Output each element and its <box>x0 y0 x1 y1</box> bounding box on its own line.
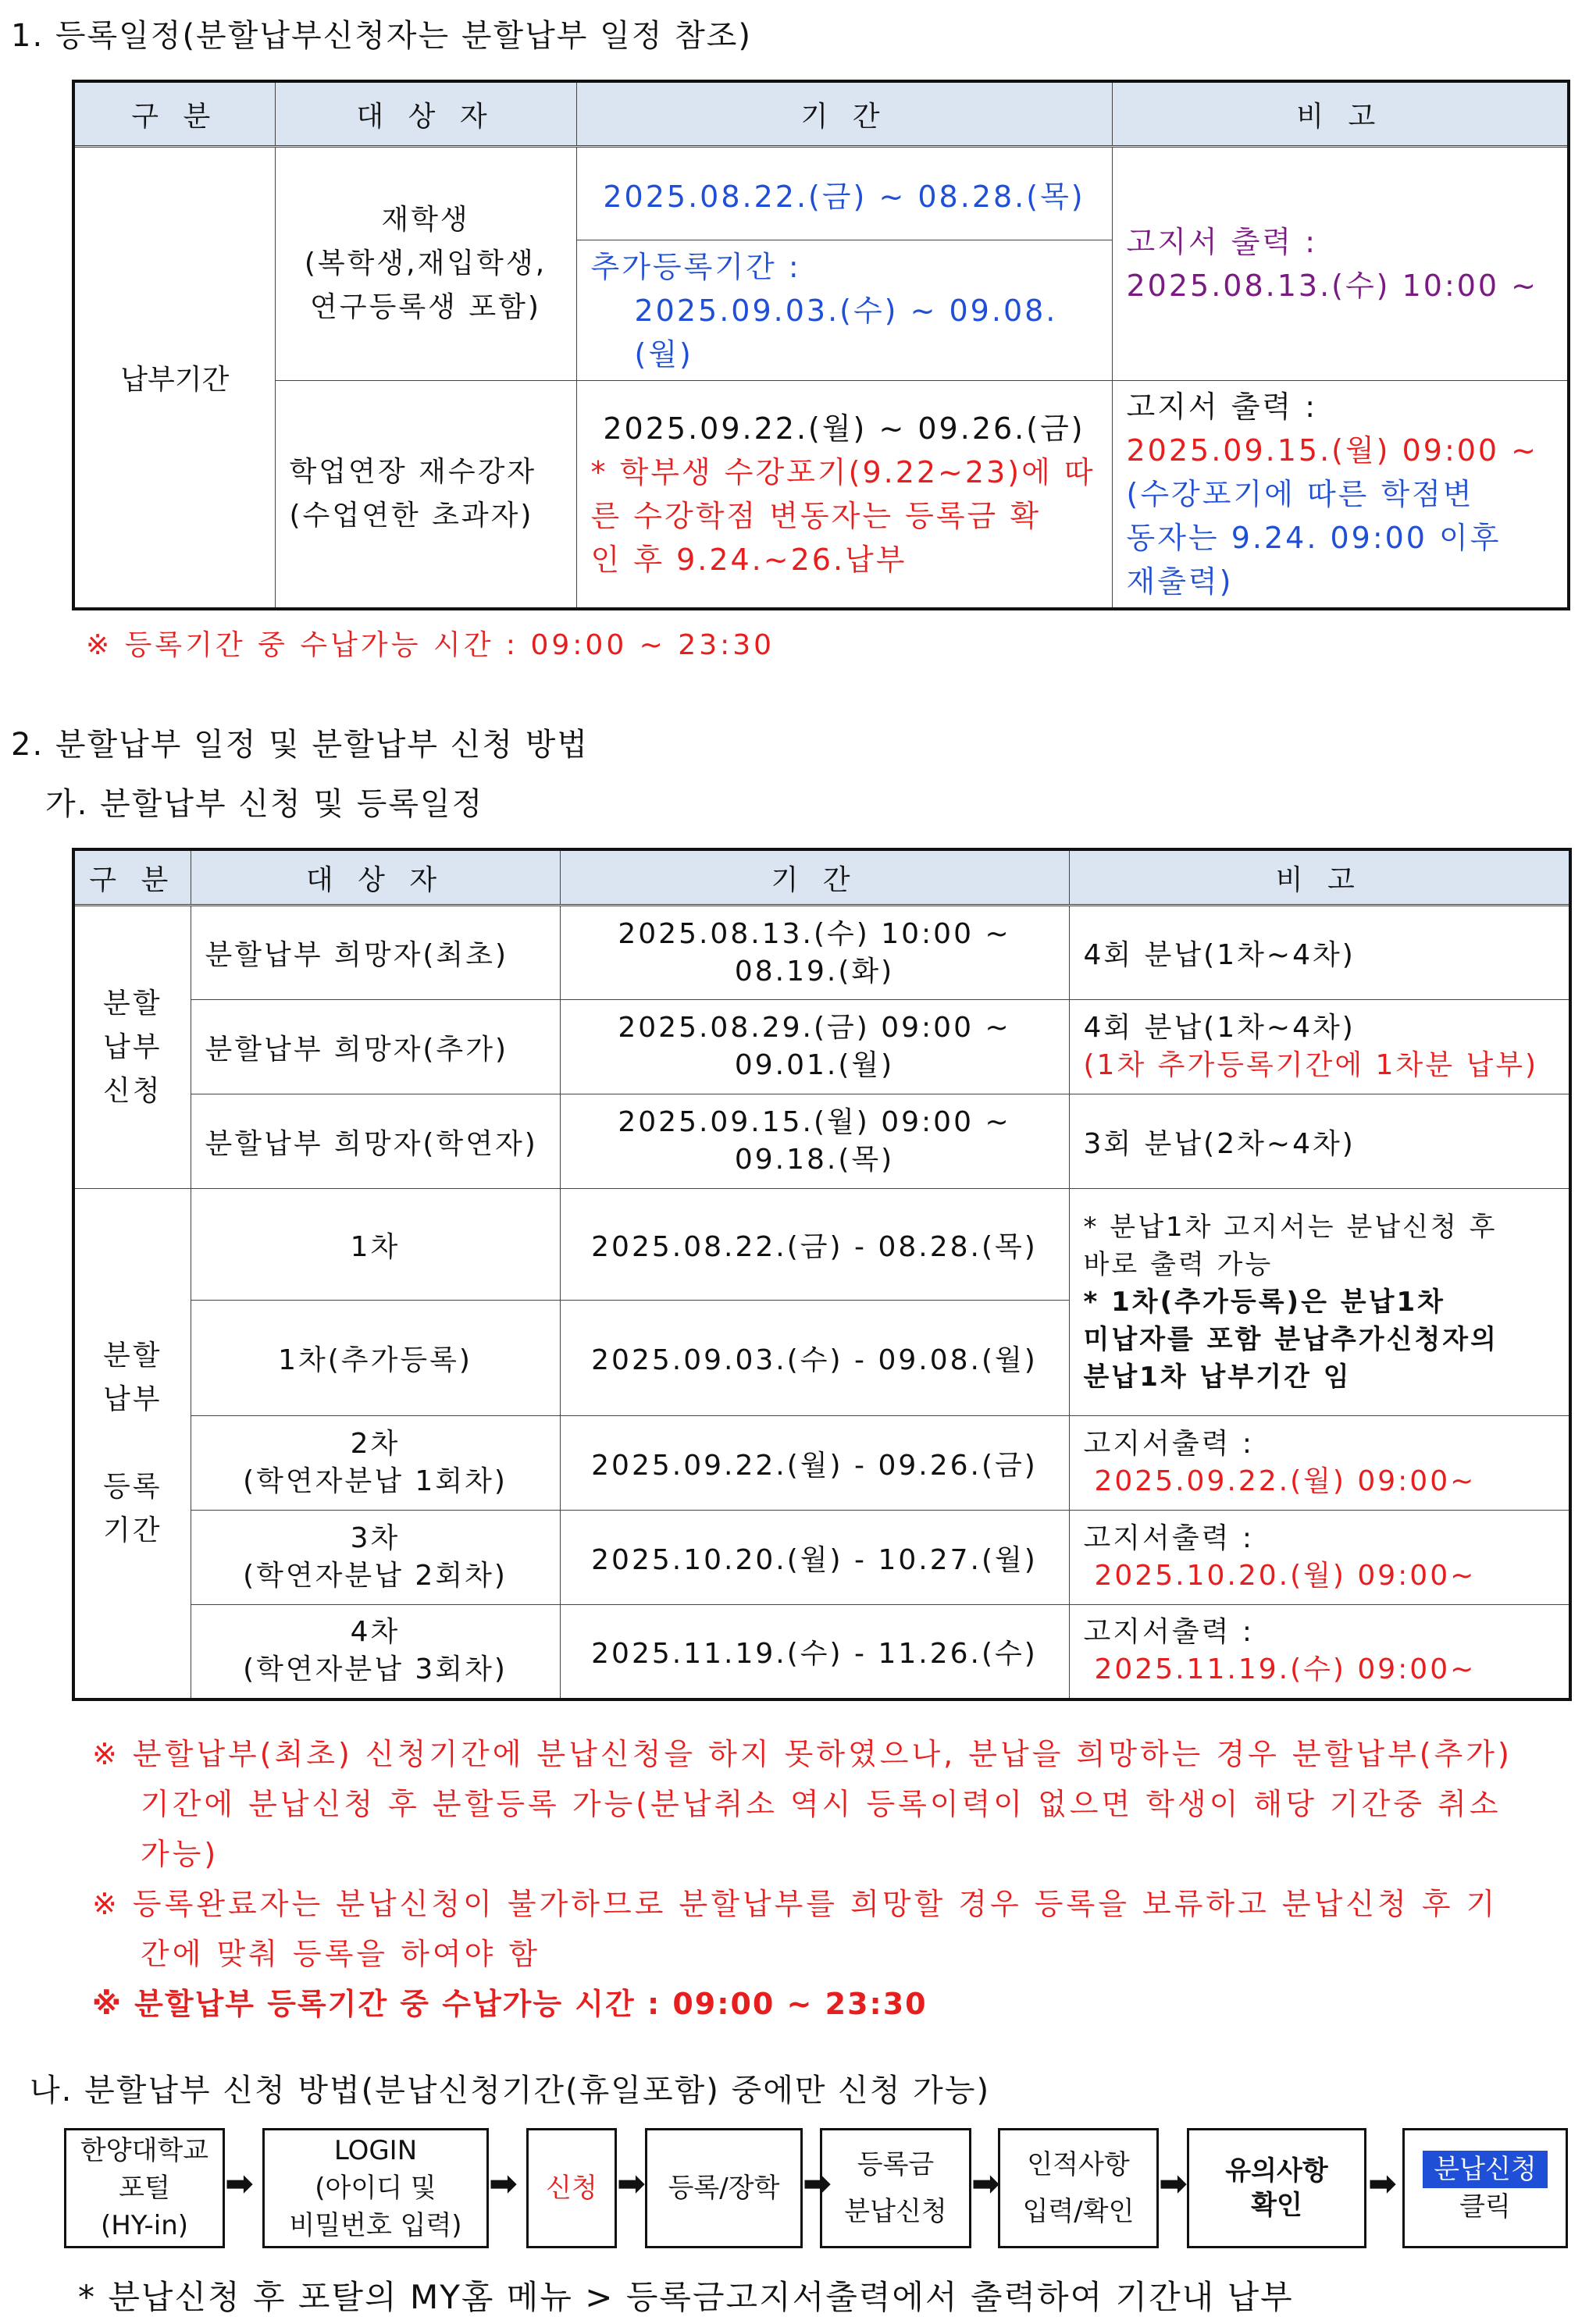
register-target-2: 2차 (학연자분납 1회차) <box>191 1416 560 1511</box>
period-additional: 추가등록기간 : 2025.09.03.(수) ~ 09.08.(월) <box>576 240 1112 381</box>
flow-step-registration: 등록/장학 <box>645 2128 803 2248</box>
header-target-2: 대 상 자 <box>191 849 560 906</box>
apply-period-extended: 2025.09.15.(월) 09:00 ~ 09.18.(목) <box>560 1094 1069 1189</box>
note-bill-print-1: 고지서 출력 : 2025.08.13.(수) 10:00 ~ <box>1112 147 1569 381</box>
register-note-merged: * 분납1차 고지서는 분납신청 후 바로 출력 가능 * 1차(추가등록)은 분납1차 미납자를 포함 분납추가신청자의 분납1차 납부기간 임 <box>1069 1189 1570 1416</box>
installment-note-2-cont: 간에 맞춰 등록을 하여야 함 <box>141 1937 541 1971</box>
header-target: 대 상 자 <box>275 81 576 147</box>
note-bill-print-2: 고지서 출력 : 2025.09.15.(월) 09:00 ~ (수강포기에 따른 학점변 동자는 9.24. 09:00 이후 재출력) <box>1112 381 1569 609</box>
arrow-right-icon: ➡ <box>617 2164 646 2204</box>
header-period-2: 기 간 <box>560 849 1069 906</box>
arrow-right-icon: ➡ <box>1159 2164 1188 2204</box>
register-note-2: 고지서출력 : 2025.09.22.(월) 09:00~ <box>1069 1416 1570 1511</box>
flow-step-login: LOGIN (아이디 및 비밀번호 입력) <box>262 2128 489 2248</box>
target-enrolled: 재학생 (복학생,재입학생, 연구등록생 포함) <box>275 147 576 381</box>
section-2a-title: 가. 분할납부 신청 및 등록일정 <box>45 786 484 822</box>
apply-note-initial: 4회 분납(1차~4차) <box>1069 906 1570 1000</box>
register-period-1: 2025.08.22.(금) - 08.28.(목) <box>560 1189 1069 1301</box>
flow-step-click-install: 분납신청 클릭 <box>1402 2128 1568 2248</box>
register-note-4: 고지서출력 : 2025.11.19.(수) 09:00~ <box>1069 1605 1570 1699</box>
register-target-4: 4차 (학연자분납 3회차) <box>191 1605 560 1699</box>
flow-step-precautions: 유의사항 확인 <box>1187 2128 1366 2248</box>
category-apply: 분할 납부 신청 <box>73 906 191 1189</box>
section-2-title: 2. 분할납부 일정 및 분할납부 신청 방법 <box>11 727 590 763</box>
flow-step-tuition-installment: 등록금 분납신청 <box>820 2128 971 2248</box>
arrow-right-icon: ➡ <box>489 2164 518 2204</box>
register-period-3: 2025.10.20.(월) - 10.27.(월) <box>560 1511 1069 1605</box>
category-payment-period: 납부기간 <box>73 147 275 609</box>
apply-target-initial: 분할납부 희망자(최초) <box>191 906 560 1000</box>
final-note: * 분납신청 후 포탈의 MY홈 메뉴 > 등록금고지서출력에서 출력하여 기간내 납부 <box>78 2278 1294 2316</box>
installment-note-2: ※ 등록완료자는 분납신청이 불가하므로 분할납부를 희망할 경우 등록을 보류하고 분납신청 후 기 <box>92 1887 1498 1921</box>
register-period-4: 2025.11.19.(수) - 11.26.(수) <box>560 1605 1069 1699</box>
section-2b-title: 나. 분할납부 신청 방법(분납신청기간(휴일포함) 중에만 신청 가능) <box>30 2073 991 2109</box>
apply-target-additional: 분할납부 희망자(추가) <box>191 1000 560 1094</box>
target-extended: 학업연장 재수강자 (수업연한 초과자) <box>275 381 576 609</box>
apply-note-extended: 3회 분납(2차~4차) <box>1069 1094 1570 1189</box>
period-regular: 2025.08.22.(금) ~ 08.28.(목) <box>576 147 1112 240</box>
arrow-right-icon: ➡ <box>971 2164 1000 2204</box>
arrow-right-icon: ➡ <box>803 2164 832 2204</box>
registration-schedule-table <box>72 80 1570 610</box>
apply-target-extended: 분할납부 희망자(학연자) <box>191 1094 560 1189</box>
category-register: 분할 납부 등록 기간 <box>73 1189 191 1699</box>
header-category: 구 분 <box>73 81 275 147</box>
arrow-right-icon: ➡ <box>1368 2164 1397 2204</box>
register-period-1-additional: 2025.09.03.(수) - 09.08.(월) <box>560 1301 1069 1416</box>
apply-period-additional: 2025.08.29.(금) 09:00 ~ 09.01.(월) <box>560 1000 1069 1094</box>
flow-step-apply: 신청 <box>526 2128 617 2248</box>
installment-note-1-end: 가능) <box>141 1837 219 1871</box>
header-category-2: 구 분 <box>73 849 191 906</box>
arrow-right-icon: ➡ <box>225 2164 254 2204</box>
register-target-3: 3차 (학연자분납 2회차) <box>191 1511 560 1605</box>
section-1-title: 1. 등록일정(분할납부신청자는 분할납부 일정 참조) <box>11 18 753 54</box>
register-note-3: 고지서출력 : 2025.10.20.(월) 09:00~ <box>1069 1511 1570 1605</box>
header-note-2: 비 고 <box>1069 849 1570 906</box>
flow-step-personal-info: 인적사항 입력/확인 <box>998 2128 1159 2248</box>
installment-schedule-table <box>72 848 1572 1701</box>
section-1-footnote: ※ 등록기간 중 수납가능 시간 : 09:00 ~ 23:30 <box>86 629 775 661</box>
apply-period-initial: 2025.08.13.(수) 10:00 ~ 08.19.(화) <box>560 906 1069 1000</box>
installment-note-1-cont: 기간에 분납신청 후 분할등록 가능(분납취소 역시 등록이력이 없으면 학생이 해당 기간중 취소 <box>141 1787 1502 1821</box>
header-period: 기 간 <box>576 81 1112 147</box>
register-period-2: 2025.09.22.(월) - 09.26.(금) <box>560 1416 1069 1511</box>
register-target-1: 1차 <box>191 1189 560 1301</box>
flow-step-portal: 한양대학교 포털 (HY-in) <box>64 2128 225 2248</box>
header-note: 비 고 <box>1112 81 1569 147</box>
installment-note-1: ※ 분할납부(최초) 신청기간에 분납신청을 하지 못하였으나, 분납을 희망하는 경우 분할납부(추가) <box>92 1737 1512 1771</box>
apply-note-additional: 4회 분납(1차~4차) (1차 추가등록기간에 1차분 납부) <box>1069 1000 1570 1094</box>
period-extended: 2025.09.22.(월) ~ 09.26.(금) * 학부생 수강포기(9.22~23)에 따 른 수강학점 변동자는 등록금 확 인 후 9.24.~26.납부 <box>576 381 1112 609</box>
register-target-1-additional: 1차(추가등록) <box>191 1301 560 1416</box>
installment-note-3: ※ 분할납부 등록기간 중 수납가능 시간 : 09:00 ~ 23:30 <box>92 1987 928 2021</box>
